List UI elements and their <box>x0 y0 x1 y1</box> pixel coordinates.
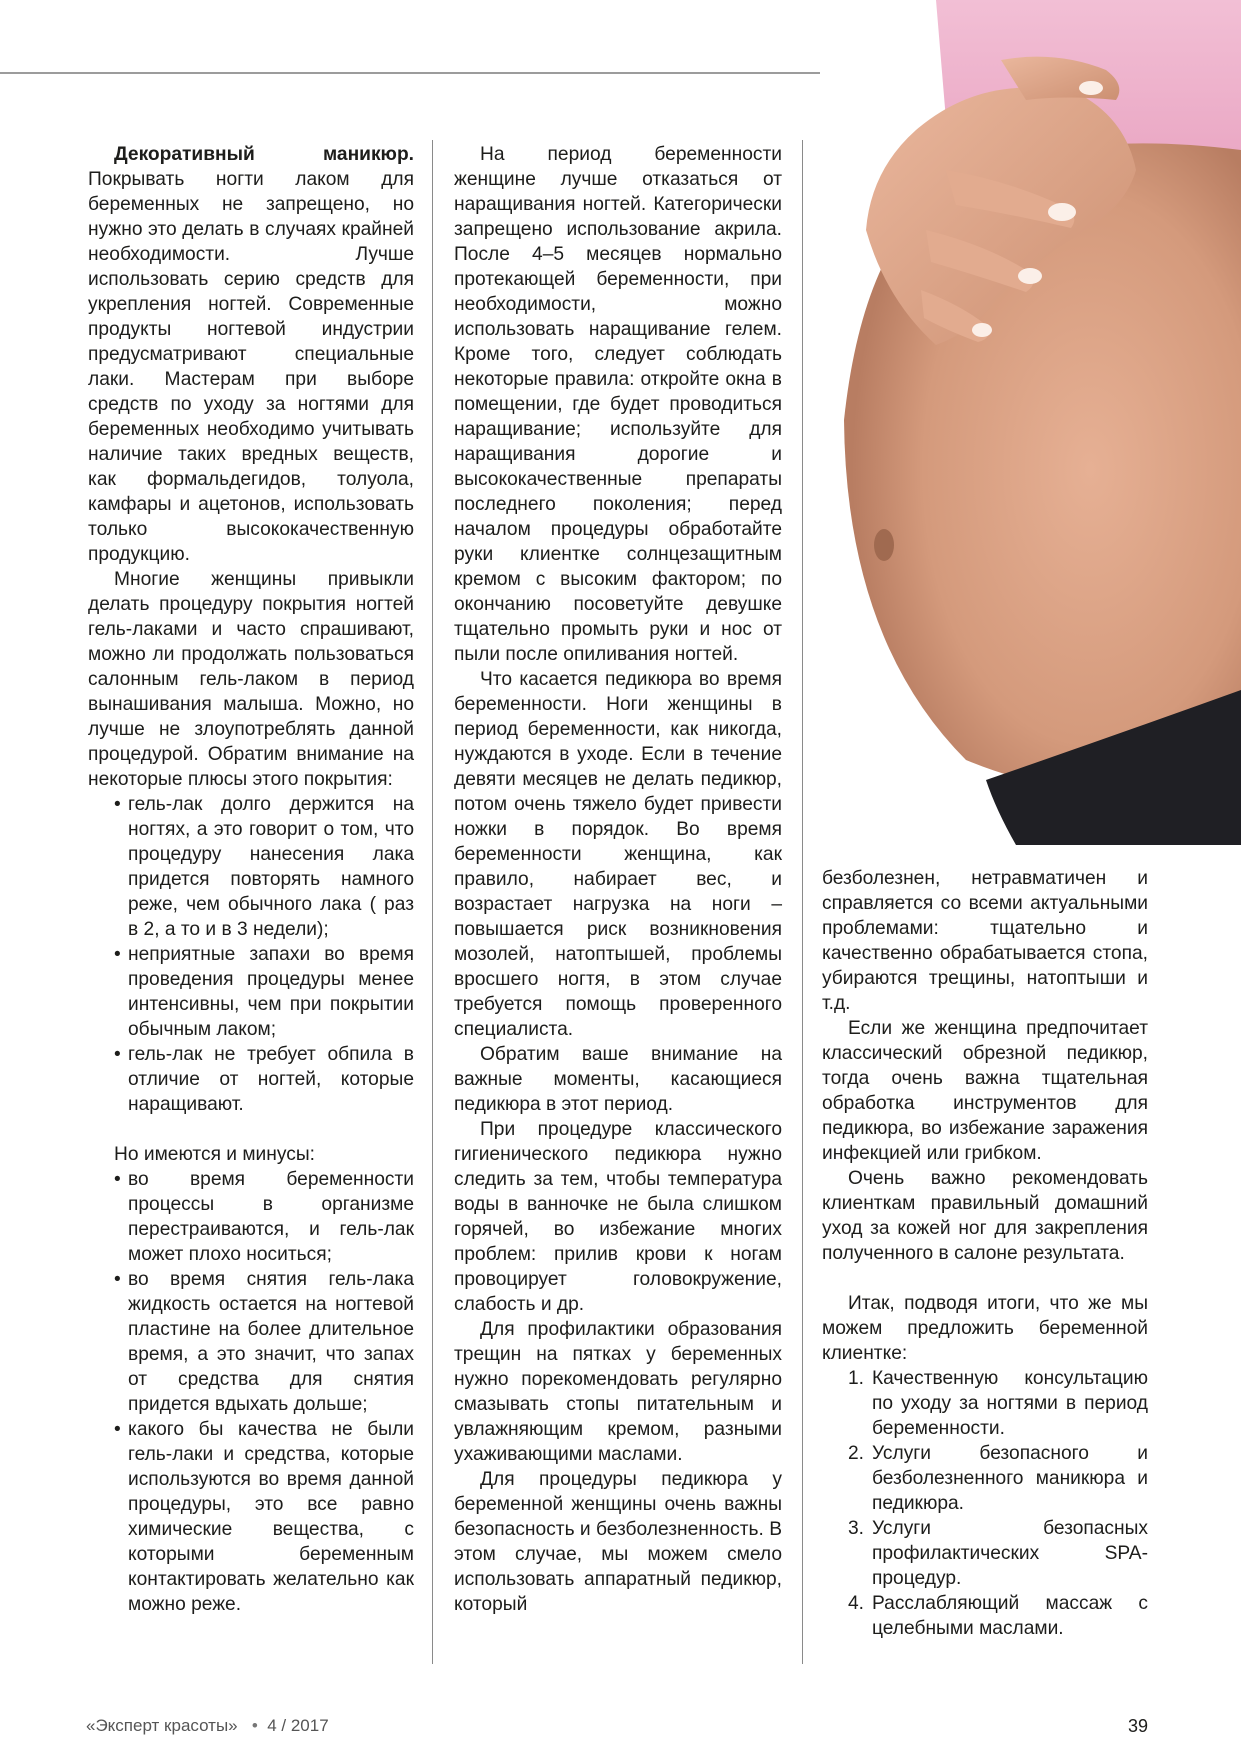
paragraph <box>88 142 414 567</box>
list-number: 1. <box>848 1368 865 1389</box>
list-item-text: Услуги безопасных профилактических SPA-процедур. <box>872 1518 1148 1589</box>
footer-separator: • <box>251 1716 258 1735</box>
column-1 <box>88 142 414 1617</box>
paragraph: На период беременности женщине лучше отказаться от наращивания ногтей. Категорически запрещено использование акрила. После 4–5 месяцев нормально протекающей беременности, при необходимости, можно использовать наращивание гелем. Кроме того, следует соблюдать некоторые правила: откройте окна в помещении, где будет проводиться наращивание; используйте для наращивания дорогие и высококачественные препараты последнего поколения; перед началом процедуры обработайте руки клиентке солнцезащитным кремом с высоким фактором; по окончанию посоветуйте девушке тщательно промыть руки и нос от пыли после опиливания ногтей. <box>454 144 782 665</box>
paragraph: Очень важно рекомендовать клиенткам правильный домашний уход за кожей ног для закрепления полученного в салоне результата. <box>822 1168 1148 1264</box>
paragraph: Для процедуры педикюра у беременной женщины очень важны безопасность и безболезненность. В этом случае, мы можем смело использовать аппаратный педикюр, который <box>454 1469 783 1615</box>
list-number: 4. <box>848 1593 865 1614</box>
list-item: • гель-лак долго держится на ногтях, а это говорит о том, что процедуру нанесения лака придется повторять намного реже, чем обычного лака ( раз в 2, а то и в 3 недели); <box>128 792 414 942</box>
list-item: • неприятные запахи во время проведения процедуры менее интенсивны, чем при покрытии обычным лаком; <box>128 942 414 1042</box>
paragraph: Если же женщина предпочитает классический обрезной педикюр, тогда очень важна тщательная обработка инструментов для педикюра, во избежание заражения инфекцией или грибком. <box>822 1018 1148 1164</box>
list-number: 3. <box>848 1518 865 1539</box>
paragraph: Обратим ваше внимание на важные моменты, касающиеся педикюра в этот период. <box>454 1044 782 1115</box>
pros-list <box>88 792 414 1117</box>
paragraph: Для профилактики образования трещин на пятках у беременных нужно порекомендовать регулярно смазывать стопы питательным и увлажняющим кремом, разными ухаживающими маслами. <box>454 1319 782 1465</box>
list-item <box>848 1516 1148 1591</box>
paragraph: При процедуре классического гигиенического педикюра нужно следить за тем, чтобы температура воды в ванночке не была слишком горячей, во избежание многих проблем: прилив крови к ногам провоцирует головокружение, слабость и др. <box>454 1119 782 1315</box>
list-item <box>848 1441 1148 1516</box>
paragraph: Но имеются и минусы: <box>114 1144 315 1165</box>
header-rule <box>0 72 820 74</box>
pregnant-belly-photo <box>826 0 1241 845</box>
page-number: 39 <box>1128 1716 1149 1736</box>
photo-illustration <box>826 0 1241 845</box>
paragraph-text: Покрывать ногти лаком для беременных не запрещено, но нужно это делать в случаях крайней необходимости. Лучше использовать серию средств для укрепления ногтей. Современные продукты ногтевой индустрии предусматривают специальные лаки. Мастерам при выборе средств по уходу за ногтями для беременных необходимо учитывать наличие таких вредных веществ, как формальдегидов, толуола, камфары и ацетонов, использовать только высококачественную продукцию. <box>88 169 414 565</box>
paragraph: Многие женщины привыкли делать процедуру покрытия ногтей гель-лаками и часто спрашивают, можно ли продолжать пользоваться салонным гель-лаком в период вынашивания малыша. Можно, но лучше не злоупотреблять данной процедурой. Обратим внимание на некоторые плюсы этого покрытия: <box>88 569 414 790</box>
list-item: • во время беременности процессы в организме перестраиваются, и гель-лак может плохо носиться; <box>128 1167 414 1267</box>
summary-list <box>822 1366 1148 1641</box>
cons-list <box>88 1167 414 1617</box>
column-3 <box>822 866 1148 1641</box>
magazine-title: «Эксперт красоты» <box>86 1716 238 1735</box>
column-divider <box>802 140 803 1664</box>
list-item-text: Расслабляющий массаж с целебными маслами. <box>872 1593 1148 1639</box>
paragraph: безболезнен, нетравматичен и справляется со всеми актуальными проблемами: тщательно и качественно обрабатывается стопа, убираются трещины, натоптыши и т.д. <box>822 868 1148 1014</box>
list-item <box>848 1591 1148 1641</box>
section-lead: Декоративный маникюр. <box>114 144 414 165</box>
list-item: • во время снятия гель-лака жидкость остается на ногтевой пластине на более длительное время, а это значит, что запах от средства для снятия придется вдыхать дольше; <box>128 1267 414 1417</box>
list-number: 2. <box>848 1443 865 1464</box>
list-item <box>848 1366 1148 1441</box>
issue-number: 4 / 2017 <box>267 1716 329 1735</box>
paragraph: Что касается педикюра во время беременности. Ноги женщины в период беременности, как никогда, нуждаются в уходе. Если в течение девяти месяцев не делать педикюр, потом очень тяжело будет привести ножки в порядок. Во время беременности женщина, как правило, набирает вес, и возрастает нагрузка на ноги – повышается риск возникновения мозолей, натоптышей, проблемы вросшего ногтя, в этом случае требуется помощь проверенного специалиста. <box>454 669 782 1040</box>
paragraph: Итак, подводя итоги, что же мы можем предложить беременной клиентке: <box>822 1293 1148 1364</box>
list-item: • какого бы качества не были гель-лаки и средства, которые используются во время данной процедуры, это все равно химические вещества, с которыми беременным контактировать желательно как можно реже. <box>128 1417 414 1617</box>
list-item-text: Качественную консультацию по уходу за ногтями в период беременности. <box>872 1368 1148 1439</box>
footer-magazine-issue <box>86 1716 329 1736</box>
list-item-text: Услуги безопасного и безболезненного маникюра и педикюра. <box>872 1443 1148 1514</box>
list-item: • гель-лак не требует обпила в отличие от ногтей, которые наращивают. <box>128 1042 414 1117</box>
column-divider <box>432 140 433 1664</box>
column-2 <box>454 142 782 1617</box>
